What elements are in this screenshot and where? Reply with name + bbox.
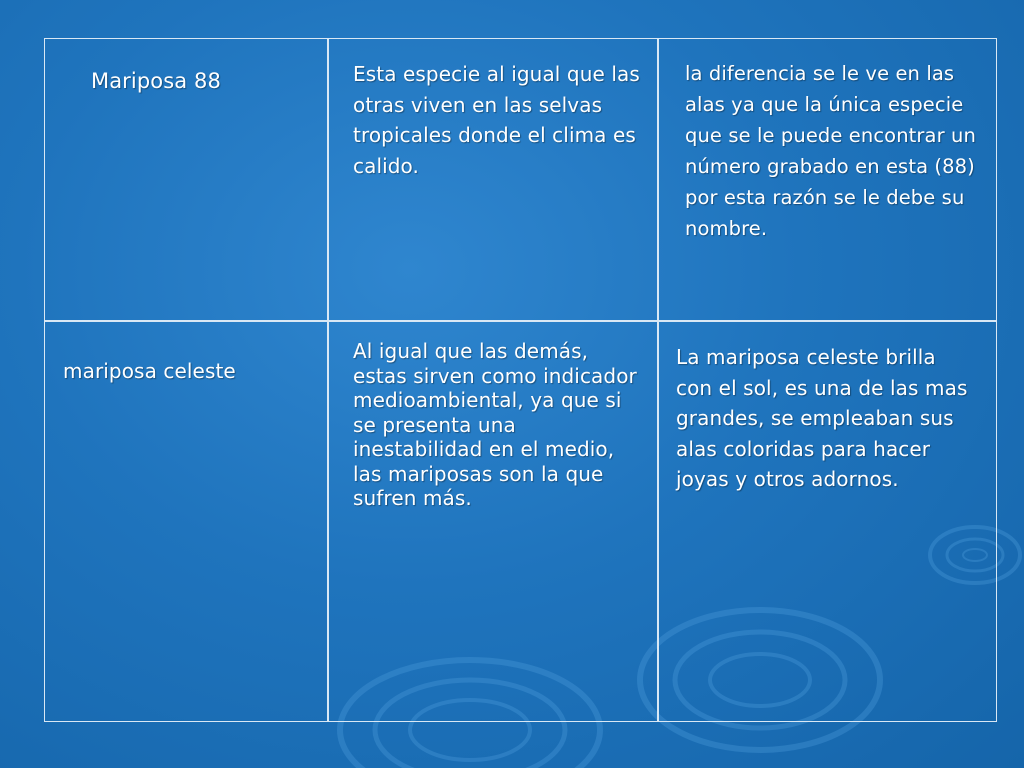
row1-description-cell: la diferencia se le ve en las alas ya que la única especie que se le puede encontrar un número grabado en esta (88) por esta razón se le debe su nombre.: [685, 62, 976, 240]
row2-description-cell: La mariposa celeste brilla con el sol, es una de las mas grandes, se empleaban sus alas coloridas para hacer joyas y otros adornos.: [676, 345, 968, 491]
row1-name-cell: Mariposa 88: [91, 69, 221, 93]
row2-habitat-cell: Al igual que las demás, estas sirven como indicador medioambiental, ya que si se presenta una inestabilidad en el medio, las mariposas son la que sufren más.: [353, 339, 637, 510]
content-table: [44, 38, 997, 722]
row1-habitat-cell: Esta especie al igual que las otras viven en las selvas tropicales donde el clima es calido.: [353, 62, 640, 178]
column-divider: [327, 39, 329, 721]
column-divider: [657, 39, 659, 721]
row-divider: [45, 320, 996, 322]
row2-name-cell: mariposa celeste: [63, 359, 236, 383]
